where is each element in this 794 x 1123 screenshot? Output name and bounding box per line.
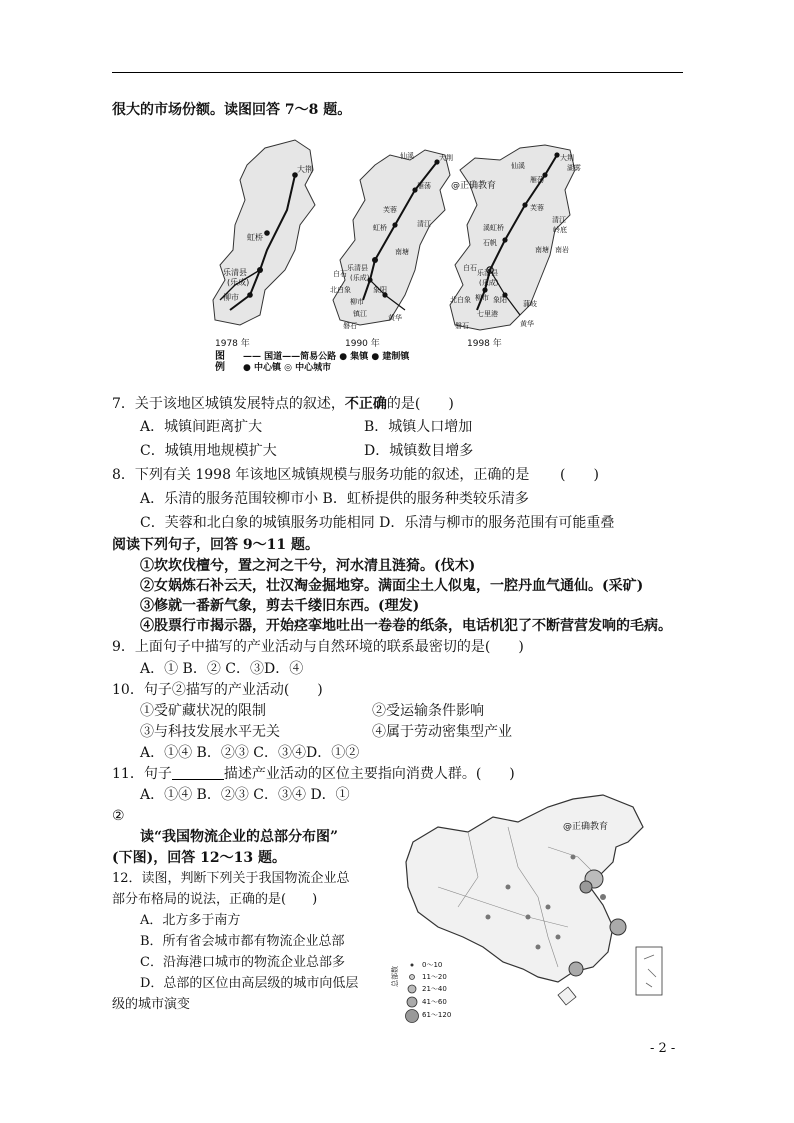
q10-stem: 10．句子②描写的产业活动( ) <box>112 682 323 698</box>
q7-option-a: A．城镇间距离扩大 <box>140 419 263 435</box>
map2-label: 清江 <box>417 220 431 228</box>
q10-item-3: ③与科技发展水平无关 <box>140 724 280 740</box>
q12-stem: 12．读图，判断下列关于我国物流企业总 <box>112 871 350 886</box>
map2-label: 虹桥 <box>373 224 387 232</box>
legend-title: 图 <box>215 351 225 362</box>
map3-label: 白石 <box>463 264 477 272</box>
q11-options-wrap: ② <box>112 808 125 824</box>
q12-option-d: D．总部的区位由高层级的城市向低层 <box>140 976 359 991</box>
map2-label: (乐成) <box>350 274 370 282</box>
map2-label: 南塘 <box>395 248 409 256</box>
map2-label: 黄华 <box>388 314 402 322</box>
watermark: @正确教育 <box>563 822 609 832</box>
map3-label: 柳市 <box>475 294 489 302</box>
q9-stem: 9．上面句子中描写的产业活动与自然环境的联系最密切的是( ) <box>112 639 524 655</box>
map2-label: 镇江 <box>353 310 367 318</box>
map3-label: 岭底 <box>553 226 567 234</box>
map3-label: 雁荡 <box>530 176 544 184</box>
map3-label: 溪虹桥 <box>483 224 504 232</box>
q11-stem: 11．句子 描述产业活动的区位主要指向消费人群。( ) <box>112 766 515 782</box>
map3-label: 蒲岐 <box>523 300 537 308</box>
sentence-3: ③修就一番新气象，剪去千缕旧东西。(理发) <box>140 598 420 614</box>
map3-label: 大荆 <box>560 154 574 162</box>
map1-label: 乐清县 <box>223 268 247 277</box>
map2-label: 仙溪 <box>400 152 414 160</box>
map3-label: 湖雾 <box>567 164 581 172</box>
map3-label: 南塘 <box>535 246 549 254</box>
map2-label: 柳市 <box>350 298 364 306</box>
map1-label: (乐成) <box>227 278 250 287</box>
map2-label: 乐清县 <box>347 264 368 272</box>
q7-stem: 7．关于该地区城镇发展特点的叙述，不正确的是( ) <box>112 396 454 412</box>
q8-options-ab: A．乐清的服务范围较柳市小 B．虹桥提供的服务种类较乐清多 <box>140 491 529 507</box>
legend-title: 例 <box>215 362 225 373</box>
fig2-legend-item: 21～40 <box>422 985 447 993</box>
logistics-hq-map <box>391 787 668 1019</box>
map3-label: 南岩 <box>555 246 569 254</box>
map1-label: 柳市 <box>223 293 239 302</box>
q8-answer-paren: ( ) <box>560 467 599 483</box>
q10-options: A．①④ B．②③ C．③④D．①② <box>140 745 360 761</box>
q12-option-c: C．沿海港口城市的物流企业总部多 <box>140 955 345 970</box>
reading-intro: 阅读下列句子，回答 9～11 题。 <box>112 537 319 553</box>
intro-line: 很大的市场份额。读图回答 7～8 题。 <box>112 102 352 118</box>
q7-option-b: B．城镇人口增加 <box>364 419 473 435</box>
fig2-legend-item: 0～10 <box>422 961 443 969</box>
q8-stem: 8．下列有关 1998 年该地区城镇规模与服务功能的叙述，正确的是 <box>112 467 530 483</box>
legend-row: ● 中心镇 ◎ 中心城市 <box>243 363 332 373</box>
map3-label: 清江 <box>552 216 566 224</box>
q12-read-line: 读“我国物流企业的总部分布图” <box>140 829 339 845</box>
q9-options: A．① B．② C．③D．④ <box>140 661 304 677</box>
town-development-maps <box>205 130 595 373</box>
year-label-1990: 1990 年 <box>345 339 380 349</box>
map2-label: 磐石 <box>343 322 357 330</box>
map2-label: 雁荡 <box>417 182 431 190</box>
map1-label: 虹桥 <box>247 233 263 242</box>
q12-option-a: A．北方多于南方 <box>140 913 241 928</box>
q12-read-line: (下图)，回答 12～13 题。 <box>112 850 286 866</box>
map3-label: 北白象 <box>450 296 471 304</box>
fig2-legend-item: 61～120 <box>422 1011 452 1019</box>
q12-option-d-wrap: 级的城市演变 <box>112 997 191 1012</box>
fig2-legend-item: 11～20 <box>422 973 447 981</box>
map2-label: 大荆 <box>439 154 453 162</box>
q12-option-b: B．所有省会城市都有物流企业总部 <box>140 934 345 949</box>
sentence-2: ②女娲炼石补云天，壮汉淘金掘地穿。满面尘土人似鬼，一腔丹血气通仙。(采矿) <box>140 578 644 594</box>
sentence-1: ①坎坎伐檀兮，置之河之干兮，河水清且涟猗。(伐木) <box>140 558 476 574</box>
q11-options: A．①④ B．②③ C．③④ D．① <box>140 787 350 803</box>
sentence-4: ④股票行市揭示器，开始痉挛地吐出一卷卷的纸条，电话机犯了不断营营发响的毛病。 <box>140 618 672 634</box>
q8-options-cd: C．芙蓉和北白象的城镇服务功能相同 D．乐清与柳市的服务范围有可能重叠 <box>140 515 615 531</box>
map3-label: 乐清县 <box>477 269 498 277</box>
answer-blank[interactable] <box>172 766 224 780</box>
map3-label: 石帆 <box>483 239 497 247</box>
watermark: @正确教育 <box>451 181 497 191</box>
year-label-1998: 1998 年 <box>467 339 502 349</box>
q10-item-2: ②受运输条件影响 <box>372 703 484 719</box>
legend-row: —— 国道——简易公路 ● 集镇 ● 建制镇 <box>243 352 410 362</box>
year-label-1978: 1978 年 <box>215 339 250 349</box>
q10-item-1: ①受矿藏状况的限制 <box>140 703 266 719</box>
map1-label: 大荆 <box>297 165 313 174</box>
map3-label: 磐石 <box>455 322 469 330</box>
q10-item-4: ④属于劳动密集型产业 <box>372 724 512 740</box>
page-number: - 2 - <box>650 1041 676 1056</box>
map3-label: (乐成) <box>479 279 499 287</box>
q7-option-c: C．城镇用地规模扩大 <box>140 443 277 459</box>
map3-label: 芙蓉 <box>530 204 544 212</box>
map2-label: 白石 <box>333 270 347 278</box>
map3-label: 象阳 <box>493 296 507 304</box>
q7-option-d: D．城镇数目增多 <box>364 443 474 459</box>
map3-label: 黄华 <box>520 320 534 328</box>
header-rule <box>112 72 683 73</box>
fig2-legend-title: 总部数 <box>391 966 399 987</box>
map3-label: 七里港 <box>477 310 498 318</box>
fig2-legend-item: 41～60 <box>422 998 447 1006</box>
map2-label: 芙蓉 <box>383 206 397 214</box>
q12-stem: 部分布格局的说法，正确的是( ) <box>112 892 318 907</box>
map3-label: 仙溪 <box>511 162 525 170</box>
map2-label: 北白象 <box>330 286 351 294</box>
map2-label: 象阳 <box>373 286 387 294</box>
